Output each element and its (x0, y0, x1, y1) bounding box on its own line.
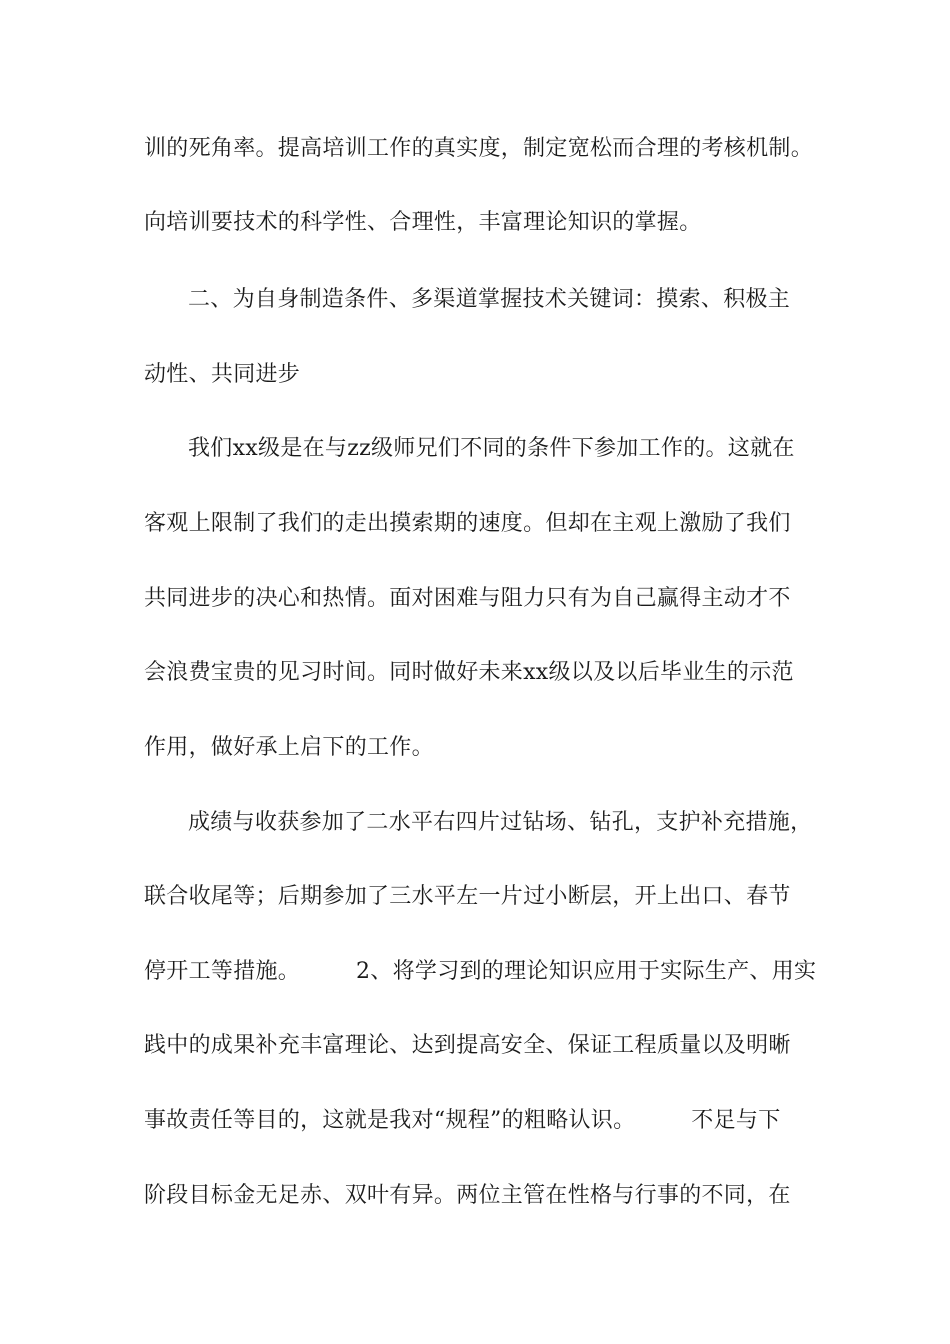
paragraph-line: 联合收尾等；后期参加了三水平左一片过小断层，开上出口、春节 (144, 884, 791, 909)
section-heading-line: 动性、共同进步 (144, 362, 301, 387)
paragraph-line: 客观上限制了我们的走出摸索期的速度。但却在主观上激励了我们 (144, 511, 791, 536)
section-heading-line: 二、为自身制造条件、多渠道掌握技术关键词：摸索、积极主 (188, 287, 791, 312)
paragraph-line: 停开工等措施。 2、将学习到的理论知识应用于实际生产、用实 (144, 959, 817, 984)
paragraph-line: 会浪费宝贵的见习时间。同时做好未来xx级以及以后毕业生的示范 (144, 660, 794, 685)
paragraph-line: 事故责任等目的，这就是我对“规程”的粗略认识。 不足与下 (144, 1108, 781, 1133)
paragraph-line: 我们xx级是在与zz级师兄们不同的条件下参加工作的。这就在 (188, 436, 795, 461)
paragraph-line: 成绩与收获参加了二水平右四片过钻场、钻孔，支护补充措施， (188, 810, 813, 835)
paragraph-line: 作用，做好承上启下的工作。 (144, 735, 434, 760)
paragraph-line: 训的死角率。提高培训工作的真实度，制定宽松而合理的考核机制。 (144, 136, 814, 161)
paragraph-line: 阶段目标金无足赤、双叶有异。两位主管在性格与行事的不同，在 (144, 1183, 791, 1208)
paragraph-line: 践中的成果补充丰富理论、达到提高安全、保证工程质量以及明晰 (144, 1033, 791, 1058)
paragraph-line: 向培训要技术的科学性、合理性，丰富理论知识的掌握。 (144, 210, 702, 235)
paragraph-line: 共同进步的决心和热情。面对困难与阻力只有为自己赢得主动才不 (144, 586, 791, 611)
